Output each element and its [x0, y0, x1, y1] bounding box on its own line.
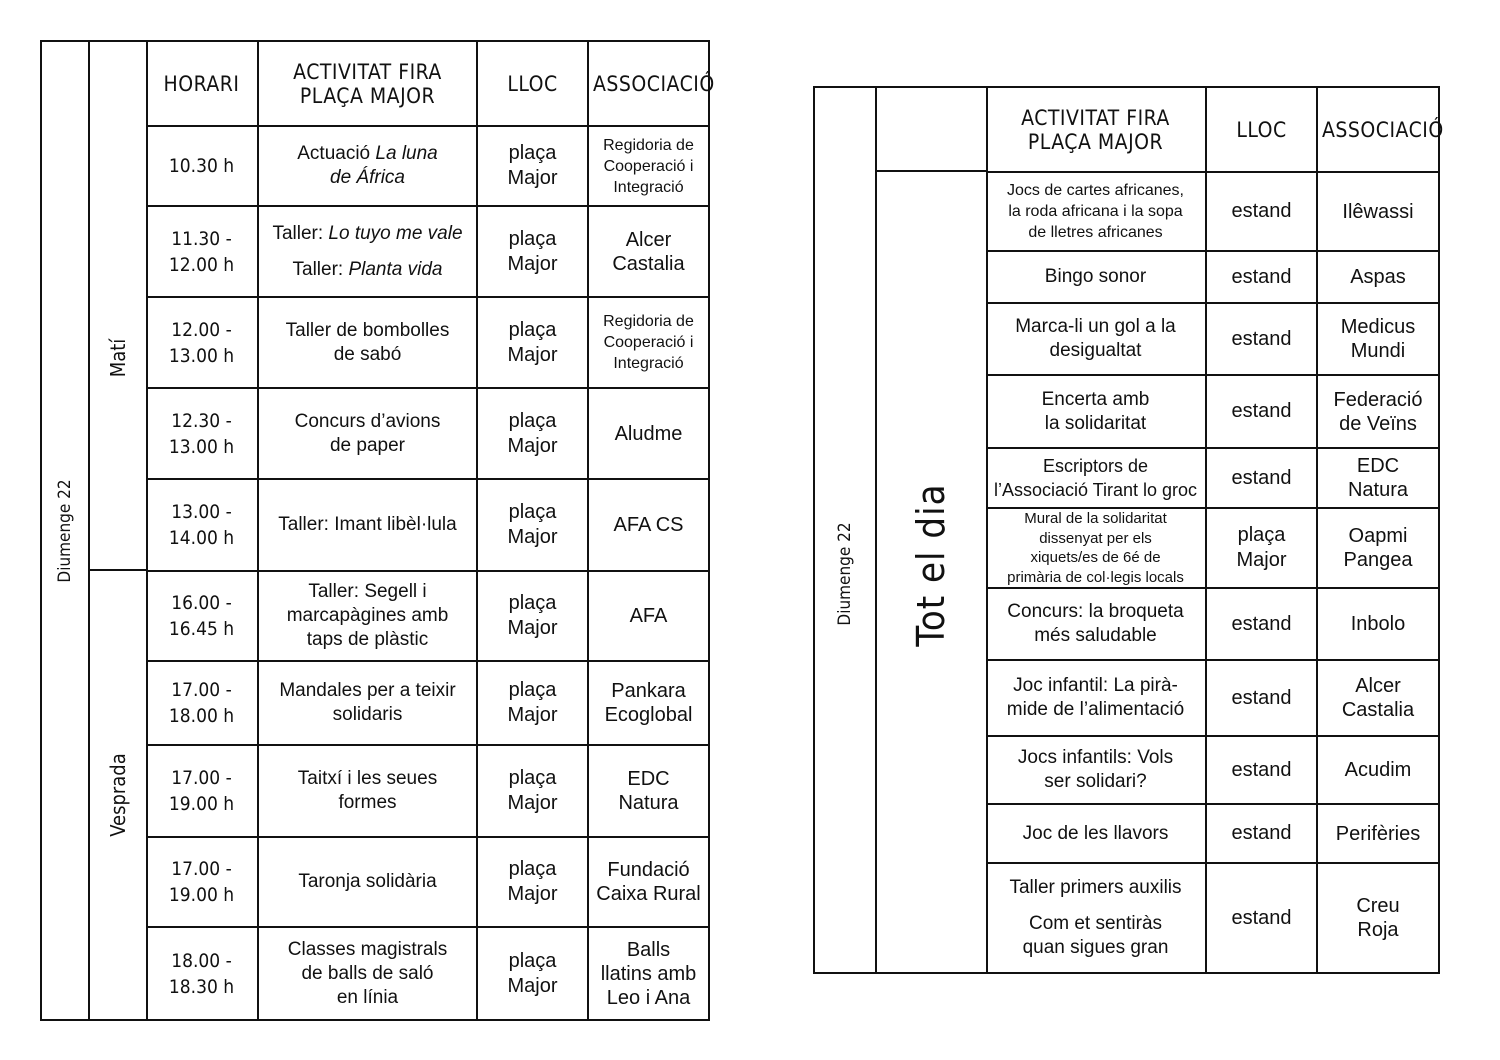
right-period-column — [875, 88, 988, 972]
location-cell: estand — [1206, 660, 1317, 736]
time-cell: 11.30 - 12.00 h — [146, 206, 258, 297]
header-row — [986, 88, 1438, 172]
location-cell: plaça Major — [477, 388, 588, 479]
table-row — [986, 251, 1438, 303]
association-cell: Medicus Mundi — [1317, 303, 1438, 375]
activity-cell: Mural de la solidaritat dissenyat per els xiquets/es de 6é de primària de col·legis locals — [986, 508, 1206, 588]
activity-cell: Taller de bombolles de sabó — [258, 297, 477, 388]
activity-cell: Joc infantil: La pirà- mide de l’alimentació — [986, 660, 1206, 736]
table-row — [146, 388, 708, 479]
location-cell: plaça Major — [477, 479, 588, 571]
time-cell: 18.00 - 18.30 h — [146, 927, 258, 1019]
period-mati-cell — [90, 42, 146, 571]
left-schedule-panel — [40, 40, 715, 1021]
activity-cell: Taller: Segell i marcapàgines amb taps de plàstic — [258, 571, 477, 661]
location-cell: estand — [1206, 303, 1317, 375]
activity-cell: Classes magistrals de balls de saló en línia — [258, 927, 477, 1019]
header-horari: HORARI — [146, 42, 258, 126]
association-cell: Aspas — [1317, 251, 1438, 303]
association-cell: EDC Natura — [1317, 448, 1438, 508]
location-cell: plaça Major — [477, 571, 588, 661]
activity-cell: Encerta amb la solidaritat — [986, 375, 1206, 448]
location-cell: plaça Major — [477, 297, 588, 388]
location-cell: plaça Major — [477, 745, 588, 837]
association-cell: Acudim — [1317, 736, 1438, 804]
table-row — [146, 745, 708, 837]
time-cell: 17.00 - 18.00 h — [146, 661, 258, 745]
header-associacio: ASSOCIACIÓ — [588, 42, 708, 126]
right-period-header-blank — [875, 88, 986, 172]
header-lloc: LLOC — [477, 42, 588, 126]
period-vesprada-label: Vesprada — [106, 753, 130, 837]
all-day-label: Tot el dia — [908, 483, 953, 647]
time-cell: 13.00 - 14.00 h — [146, 479, 258, 571]
association-cell: Perifèries — [1317, 804, 1438, 863]
header-activitat: ACTIVITAT FIRA PLAÇA MAJOR — [258, 42, 477, 126]
right-day-column — [815, 88, 877, 972]
time-cell: 17.00 - 19.00 h — [146, 745, 258, 837]
association-cell: Aludme — [588, 388, 708, 479]
location-cell: estand — [1206, 804, 1317, 863]
table-row — [986, 588, 1438, 660]
table-row — [986, 804, 1438, 863]
time-cell: 12.30 - 13.00 h — [146, 388, 258, 479]
location-cell: plaça Major — [1206, 508, 1317, 588]
location-cell: plaça Major — [477, 126, 588, 206]
left-day-column — [42, 42, 90, 1019]
time-cell: 10.30 h — [146, 126, 258, 206]
header-activitat: ACTIVITAT FIRA PLAÇA MAJOR — [986, 88, 1206, 172]
location-cell: estand — [1206, 172, 1317, 251]
association-cell: Alcer Castalia — [1317, 660, 1438, 736]
table-row — [146, 571, 708, 661]
table-row — [986, 736, 1438, 804]
association-cell: Oapmi Pangea — [1317, 508, 1438, 588]
association-cell: Creu Roja — [1317, 863, 1438, 972]
location-cell: plaça Major — [477, 837, 588, 927]
location-cell: plaça Major — [477, 927, 588, 1019]
table-row — [146, 126, 708, 206]
activity-cell: Jocs infantils: Vols ser solidari? — [986, 736, 1206, 804]
table-row — [146, 479, 708, 571]
activity-cell: Joc de les llavors — [986, 804, 1206, 863]
header-row — [146, 42, 708, 126]
activity-cell: Taronja solidària — [258, 837, 477, 927]
right-schedule-table — [986, 88, 1444, 972]
association-cell: Fundació Caixa Rural — [588, 837, 708, 927]
location-cell: estand — [1206, 736, 1317, 804]
association-cell: Inbolo — [1317, 588, 1438, 660]
header-associacio: ASSOCIACIÓ — [1317, 88, 1438, 172]
time-cell: 12.00 - 13.00 h — [146, 297, 258, 388]
association-cell: Regidoria de Cooperació i Integració — [588, 297, 708, 388]
table-row — [146, 927, 708, 1019]
activity-cell: Taller: Imant libèl·lula — [258, 479, 477, 571]
association-cell: AFA — [588, 571, 708, 661]
left-day-label: Diumenge 22 — [55, 478, 75, 583]
right-schedule-panel — [813, 86, 1444, 974]
left-period-column — [90, 42, 148, 1019]
time-cell: 16.00 - 16.45 h — [146, 571, 258, 661]
table-row — [986, 660, 1438, 736]
association-cell: Ilêwassi — [1317, 172, 1438, 251]
activity-cell: Taitxí i les seues formes — [258, 745, 477, 837]
activity-cell: Concurs d’avions de paper — [258, 388, 477, 479]
table-row — [986, 172, 1438, 251]
activity-cell: Marca-li un gol a la desigualtat — [986, 303, 1206, 375]
table-row — [986, 448, 1438, 508]
activity-cell: Mandales per a teixir solidaris — [258, 661, 477, 745]
table-row — [986, 508, 1438, 588]
association-cell: Regidoria de Cooperació i Integració — [588, 126, 708, 206]
table-row — [146, 206, 708, 297]
activity-cell: Bingo sonor — [986, 251, 1206, 303]
table-row — [986, 303, 1438, 375]
location-cell: estand — [1206, 588, 1317, 660]
association-cell: Pankara Ecoglobal — [588, 661, 708, 745]
association-cell: Federació de Veïns — [1317, 375, 1438, 448]
association-cell: EDC Natura — [588, 745, 708, 837]
time-cell: 17.00 - 19.00 h — [146, 837, 258, 927]
activity-cell: Escriptors de l’Associació Tirant lo groc — [986, 448, 1206, 508]
association-cell: Alcer Castalia — [588, 206, 708, 297]
left-schedule-table — [146, 42, 715, 1019]
activity-cell: Taller primers auxilis Com et sentiràs quan sigues gran — [986, 863, 1206, 972]
table-row — [986, 863, 1438, 972]
table-row — [146, 661, 708, 745]
location-cell: estand — [1206, 375, 1317, 448]
activity-cell: Taller: Lo tuyo me vale Taller: Planta vida — [258, 206, 477, 297]
table-row — [146, 837, 708, 927]
location-cell: estand — [1206, 863, 1317, 972]
association-cell: Balls llatins amb Leo i Ana — [588, 927, 708, 1019]
table-row — [146, 297, 708, 388]
location-cell: plaça Major — [477, 661, 588, 745]
table-row — [986, 375, 1438, 448]
activity-cell: Actuació La luna de África — [258, 126, 477, 206]
header-lloc: LLOC — [1206, 88, 1317, 172]
right-day-label: Diumenge 22 — [835, 522, 855, 626]
activity-cell: Jocs de cartes africanes, la roda africana i la sopa de lletres africanes — [986, 172, 1206, 251]
period-mati-label: Matí — [106, 338, 130, 378]
association-cell: AFA CS — [588, 479, 708, 571]
location-cell: estand — [1206, 448, 1317, 508]
period-vesprada-cell — [90, 571, 146, 1019]
location-cell: estand — [1206, 251, 1317, 303]
location-cell: plaça Major — [477, 206, 588, 297]
activity-cell: Concurs: la broqueta més saludable — [986, 588, 1206, 660]
